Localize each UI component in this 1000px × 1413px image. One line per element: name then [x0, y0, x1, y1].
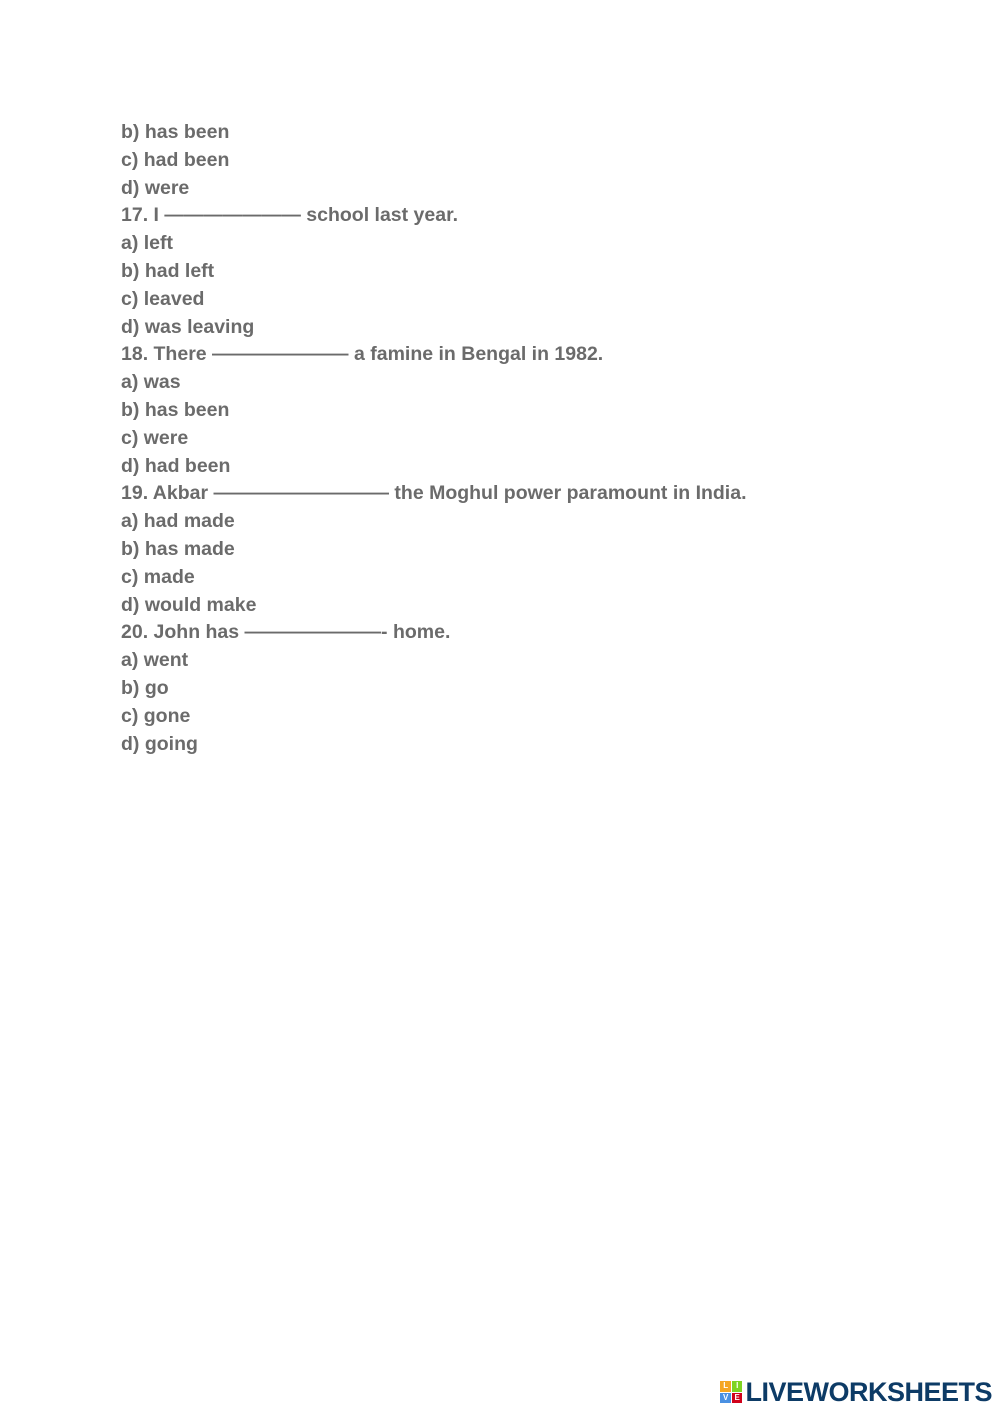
- question-18: 18. There ——————— a famine in Bengal in 1982.: [121, 343, 604, 366]
- q20-option-d: d) going: [121, 732, 198, 755]
- logo-icon-v: V: [720, 1393, 731, 1404]
- logo-icon-l: L: [720, 1381, 731, 1392]
- q17-option-d: d) was leaving: [121, 315, 255, 338]
- logo-text: LIVEWORKSHEETS: [745, 1376, 992, 1407]
- q18-option-d: d) had been: [121, 454, 231, 477]
- q19-option-b: b) has made: [121, 537, 235, 560]
- q18-option-c: c) were: [121, 426, 189, 449]
- option-b-has-been: b) has been: [121, 121, 230, 143]
- q17-option-a: a) left: [121, 232, 174, 255]
- q19-option-d: d) would make: [121, 593, 257, 616]
- q20-option-c: c) gone: [121, 704, 191, 727]
- question-17: 17. I ——————— school last year.: [121, 204, 459, 227]
- question-list: [121, 119, 747, 758]
- q17-option-c: c) leaved: [121, 287, 205, 310]
- logo-icon-e: E: [732, 1393, 743, 1404]
- q17-option-b: b) had left: [121, 259, 215, 282]
- q20-option-a: a) went: [121, 649, 189, 672]
- option-c-had-been: c) had been: [121, 148, 230, 171]
- liveworksheets-logo: [720, 1375, 992, 1409]
- q18-option-a: a) was: [121, 371, 181, 394]
- logo-icon-i: I: [732, 1381, 743, 1392]
- question-20: 20. John has ———————- home.: [121, 621, 451, 644]
- q19-option-c: c) made: [121, 565, 195, 588]
- q19-option-a: a) had made: [121, 510, 235, 533]
- question-19: 19. Akbar ————————— the Moghul power paramount in India.: [121, 482, 747, 505]
- q20-option-b: b) go: [121, 676, 169, 699]
- q18-option-b: b) has been: [121, 398, 230, 421]
- option-d-were: d) were: [121, 176, 190, 199]
- logo-icon: [720, 1381, 742, 1403]
